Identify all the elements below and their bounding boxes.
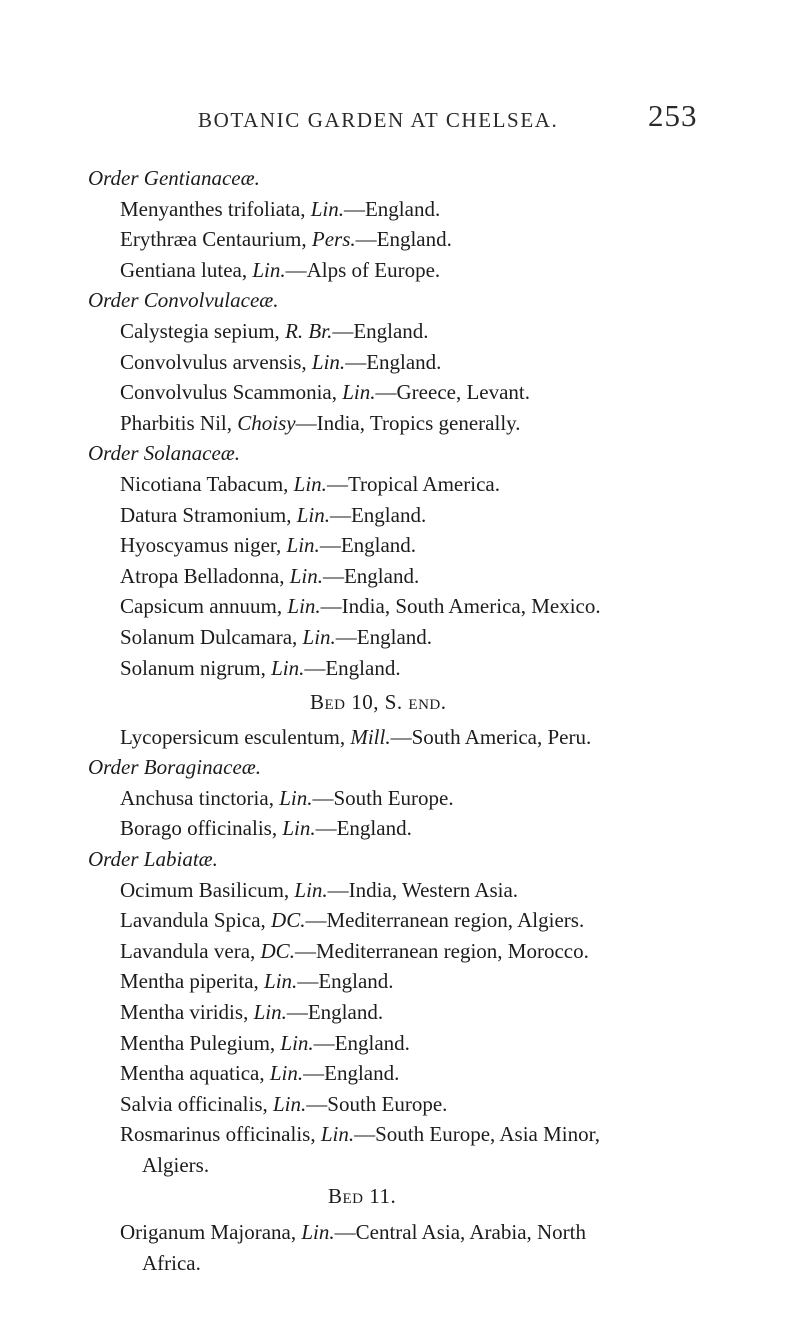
species-name: Lavandula vera, [120,938,261,963]
plant-entry [88,875,728,906]
species-name: Mentha Pulegium, [120,1030,281,1055]
authority: Lin. [342,380,376,405]
authority: Lin. [286,533,320,558]
locality: —England. [335,624,433,649]
plant-entry [88,347,728,378]
locality: —England. [345,349,442,374]
plant-entry [88,224,728,255]
order-heading: Order Gentianaceæ. [88,166,260,190]
plant-entry [88,622,728,653]
plant-entry [88,966,728,997]
authority: Lin. [310,196,344,221]
bed-heading: Bed 11. [328,1183,397,1208]
locality: —Alps of Europe. [285,257,441,282]
plant-entry [88,1028,728,1059]
locality: —England. [303,1061,400,1086]
plant-entry [88,722,728,753]
plant-entry [88,653,728,684]
authority: Lin. [264,969,298,994]
species-name: Lycopersicum esculentum, [120,724,351,749]
authority: Lin. [287,594,321,619]
locality: —Tropical America. [326,471,500,496]
species-name: Rosmarinus officinalis, [120,1122,321,1147]
authority: Lin. [296,502,330,527]
authority: Lin. [293,471,327,496]
authority: R. Br. [285,318,333,343]
entry-continuation: Africa. [142,1250,201,1275]
plant-entry [88,905,728,936]
species-name: Mentha piperita, [120,969,265,994]
authority: Choisy [237,410,296,435]
species-name: Atropa Belladonna, [120,563,290,588]
species-name: Solanum nigrum, [120,655,272,680]
plant-entry [88,1089,728,1120]
species-name: Ocimum Basilicum, [120,877,295,902]
plant-entry [88,408,728,439]
plant-entry [88,316,728,347]
bed-heading: Bed 10, S. end. [310,690,447,715]
authority: Lin. [294,877,328,902]
authority: Lin. [282,816,316,841]
plant-entry [88,377,728,408]
plant-entry [88,194,728,225]
locality: —England. [315,816,412,841]
authority: Lin. [301,1220,335,1245]
species-name: Hyoscyamus niger, [120,533,287,558]
authority: Lin. [271,655,305,680]
authority: Lin. [289,563,323,588]
authority: Lin. [279,785,313,810]
locality: —India, South America, Mexico. [320,594,601,619]
authority: Lin. [280,1030,314,1055]
species-name: Calystegia sepium, [120,318,286,343]
authority: DC. [260,938,295,963]
plant-entry [88,591,728,622]
authority: Lin. [253,1000,287,1025]
authority: Pers. [311,227,356,252]
locality: —England. [313,1030,410,1055]
order-heading: Order Labiatæ. [88,847,218,872]
page-number: 253 [648,98,698,133]
locality: —England. [304,655,401,680]
plant-entry [88,255,728,286]
authority: Lin. [269,1061,304,1086]
entry-continuation: Algiers. [142,1153,210,1177]
species-name: Convolvulus Scammonia, [120,380,343,405]
authority: Lin. [252,257,286,282]
plant-entry [88,783,728,814]
locality: —England. [355,227,452,252]
locality: —England. [297,969,394,994]
locality: —Mediterranean region, Algiers. [305,908,585,933]
species-name: Nicotiana Tabacum, [120,471,294,496]
order-heading: Order Solanaceæ. [88,441,241,466]
locality: —India, Tropics generally. [295,410,521,435]
locality: —England. [332,318,429,343]
order-heading: Order Convolvulaceæ. [88,288,279,313]
locality: —India, Western Asia. [327,877,519,902]
species-name: Gentiana lutea, [120,257,253,282]
plant-entry [88,1119,728,1150]
locality: —England. [329,502,427,527]
species-name: Datura Stramonium, [120,502,297,527]
species-name: Mentha aquatica, [120,1061,270,1086]
species-name: Lavandula Spica, [120,908,272,933]
species-name: Solanum Dulcamara, [120,624,303,649]
plant-entry [88,1217,728,1248]
species-name: Erythræa Centaurium, [120,227,312,252]
order-heading: Order Boraginaceæ. [88,755,262,780]
plant-entry [88,561,728,592]
authority: DC. [271,908,306,933]
authority: Lin. [273,1091,307,1116]
plant-entry [88,530,728,561]
locality: —England. [319,533,417,558]
species-name: Anchusa tinctoria, [120,785,280,810]
species-name: Borago officinalis, [120,816,283,841]
locality: —South Europe. [306,1091,448,1116]
species-name: Menyanthes trifoliata, [120,196,311,221]
species-name: Pharbitis Nil, [120,410,238,435]
authority: Lin. [320,1122,355,1147]
running-head: BOTANIC GARDEN AT CHELSEA. [198,108,559,132]
plant-entry [88,500,728,531]
plant-entry [88,813,728,844]
plant-entry [88,936,728,967]
locality: —South Europe. [312,785,454,810]
plant-entry [88,997,728,1028]
species-name: Salvia officinalis, [120,1091,273,1116]
locality: —England. [286,1000,384,1025]
plant-entry [88,469,728,500]
locality: —South Europe, Asia Minor, [354,1122,601,1147]
locality: —England. [322,563,420,588]
authority: Mill. [350,724,391,749]
authority: Lin. [302,624,336,649]
locality: —Greece, Levant. [375,380,531,405]
locality: —England. [343,196,441,221]
species-name: Convolvulus arvensis, [120,349,312,374]
species-name: Origanum Majorana, [120,1220,302,1245]
locality: —Central Asia, Arabia, North [334,1220,587,1245]
species-name: Mentha viridis, [120,1000,254,1025]
plant-list [88,163,728,1278]
locality: —Mediterranean region, Morocco. [294,938,589,963]
plant-entry [88,1058,728,1089]
locality: —South America, Peru. [390,724,592,749]
authority: Lin. [311,349,346,374]
species-name: Capsicum annuum, [120,594,288,619]
